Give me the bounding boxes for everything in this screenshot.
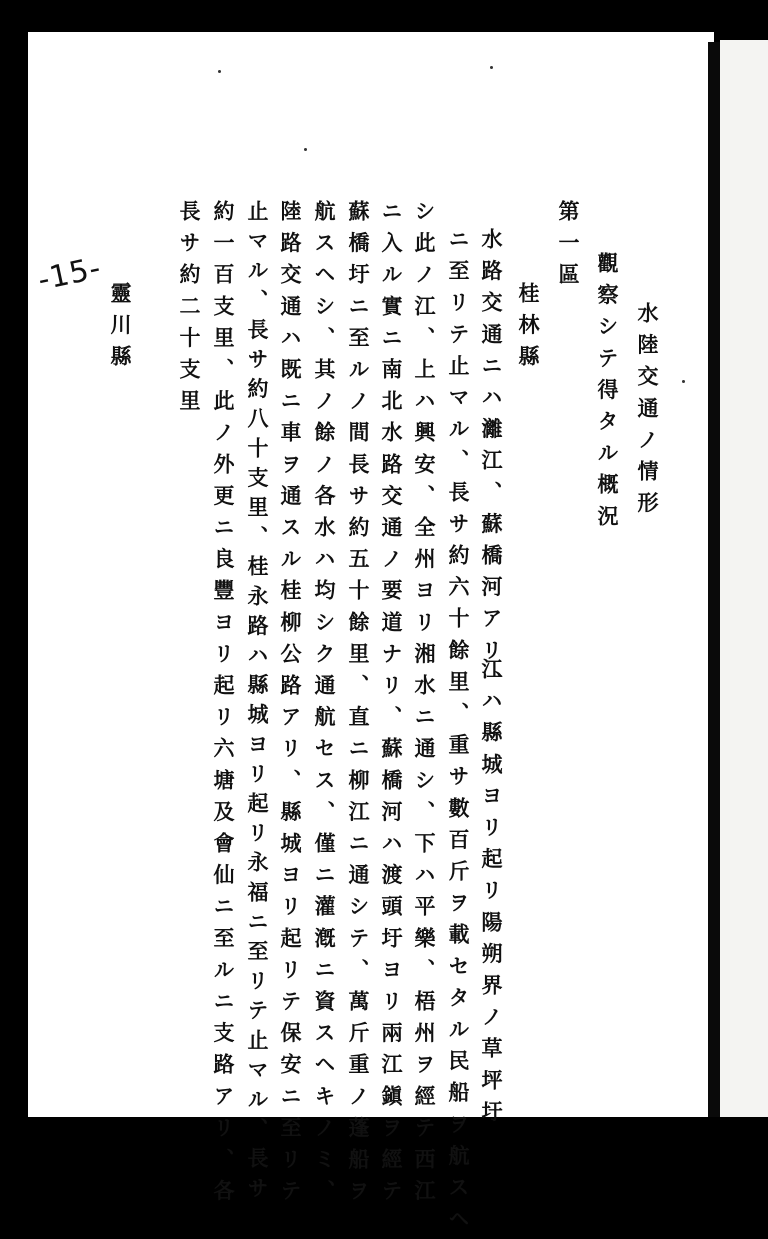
body-line-2: ニ至リテ止マル、長サ約六十餘里、重サ數百斤ヲ載セタル民船ヲ航スヘ: [446, 228, 471, 1239]
document-title: 水陸交通ノ情形: [635, 302, 660, 524]
body-line-10: 長サ約二十支里: [177, 200, 202, 422]
body-line-4: ニ入ル實ニ南北水路交通ノ要道ナリ、蘇橋河ハ渡頭圩ヨリ兩江鎭ヲ經テ: [379, 200, 404, 1212]
body-line-7: 陸路交通ハ既ニ車ヲ通スル桂柳公路アリ、縣城ヨリ起リテ保安ニ至リテ: [278, 200, 303, 1212]
page-number: -15-: [34, 250, 105, 299]
document-subtitle: 觀察シテ得タル概況: [595, 252, 620, 537]
body-line-9: 約一百支里、此ノ外更ニ良豐ヨリ起リ六塘及會仙ニ至ルニ支路アリ、各: [211, 200, 236, 1212]
county-heading-lingchuan: 靈川縣: [108, 282, 133, 377]
adjacent-page-edge: [720, 40, 768, 1117]
paper-speck: [682, 380, 685, 383]
paper-speck: [304, 148, 307, 151]
body-line-3: シ此ノ江、上ハ興安、全州ヨリ湘水ニ通シ、下ハ平樂、梧州ヲ經テ西江: [412, 200, 437, 1212]
body-line-5: 蘇橋圩ニ至ルノ間長サ約五十餘里、直ニ柳江ニ通シテ、萬斤重ノ蓬船ヲ: [346, 200, 371, 1212]
document-page: [28, 32, 714, 1117]
body-line-8: 止マル、長サ約八十支里、桂永路ハ縣城ヨリ起リ永福ニ至リテ止マル、長サ: [245, 200, 270, 1207]
paper-speck: [490, 66, 493, 69]
body-line-6: 航スヘシ、其ノ餘ノ各水ハ均シク通航セス、僅ニ灌漑ニ資スヘキノミ、: [312, 200, 337, 1212]
paper-speck: [218, 70, 221, 73]
section-heading: 第一區: [556, 200, 581, 295]
body-line-1-continuation: 江ハ縣城ヨリ起リ陽朔界ノ草坪圩: [479, 658, 504, 1132]
book-spine: [708, 42, 720, 1117]
county-heading-guilin: 桂林縣: [516, 282, 541, 377]
body-line-1: 水路交通ニハ灕江、蘇橋河アリ、: [479, 228, 504, 702]
